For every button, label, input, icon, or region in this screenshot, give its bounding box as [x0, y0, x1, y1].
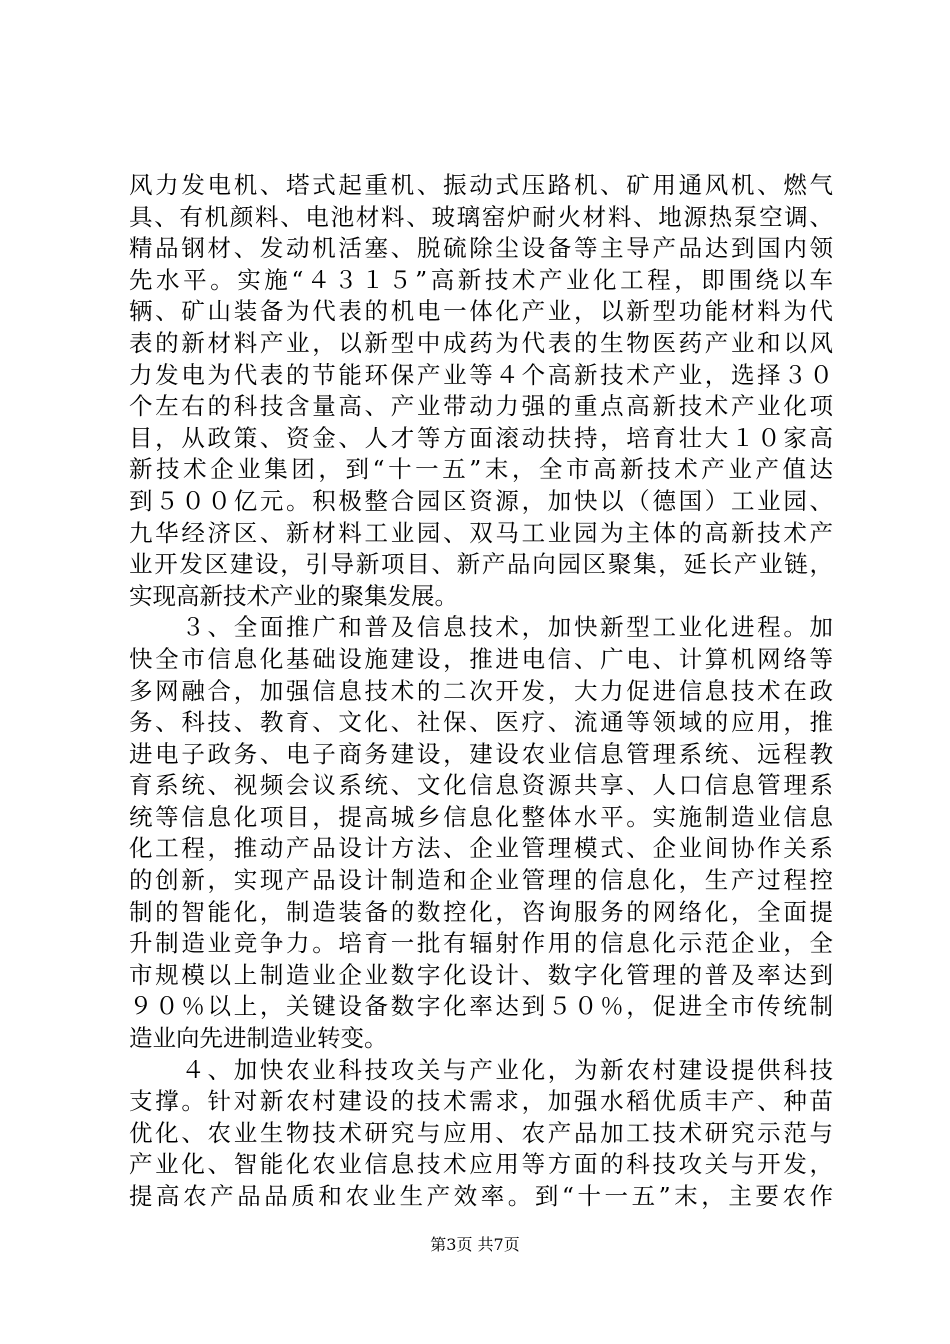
page-footer: 第3页 共7页 — [430, 1235, 520, 1254]
text-line: 优化、农业生物技术研究与应用、农产品加工技术研究示范与 — [129, 1118, 833, 1147]
body-text — [129, 170, 833, 1213]
text-line: 精品钢材、发动机活塞、脱硫除尘设备等主导产品达到国内领 — [129, 234, 833, 263]
text-line: 具、有机颜料、电池材料、玻璃窑炉耐火材料、地源热泵空调、 — [129, 202, 833, 231]
text-line: 辆、矿山装备为代表的机电一体化产业，以新型功能材料为代 — [129, 297, 833, 326]
text-line: 实现高新技术产业的聚集发展。 — [129, 581, 458, 610]
text-line: 产业化、智能化农业信息技术应用等方面的科技攻关与开发， — [129, 1150, 833, 1179]
text-line: 九华经济区、新材料工业园、双马工业园为主体的高新技术产 — [129, 518, 833, 547]
text-line: 个左右的科技含量高、产业带动力强的重点高新技术产业化项 — [129, 392, 833, 421]
text-line: 进电子政务、电子商务建设，建设农业信息管理系统、远程教 — [129, 739, 833, 768]
text-line: 表的新材料产业，以新型中成药为代表的生物医药产业和以风 — [129, 328, 833, 357]
text-line: 市规模以上制造业企业数字化设计、数字化管理的普及率达到 — [129, 960, 833, 989]
text-line: 造业向先进制造业转变。 — [129, 1024, 388, 1053]
text-line: 多网融合，加强信息技术的二次开发，大力促进信息技术在政 — [129, 676, 833, 705]
text-line: 务、科技、教育、文化、社保、医疗、流通等领域的应用，推 — [129, 708, 833, 737]
text-line: ４、加快农业科技攻关与产业化，为新农村建设提供科技 — [129, 1055, 833, 1084]
text-line: 业开发区建设，引导新项目、新产品向园区聚集，延长产业链， — [129, 550, 833, 579]
text-line: 化工程，推动产品设计方法、企业管理模式、企业间协作关系 — [129, 834, 833, 863]
text-line: 统等信息化项目，提高城乡信息化整体水平。实施制造业信息 — [129, 802, 833, 831]
text-line: 的创新，实现产品设计制造和企业管理的信息化，生产过程控 — [129, 866, 833, 895]
text-line: 提高农产品品质和农业生产效率。到“十一五”末，主要农作 — [129, 1182, 833, 1210]
text-line: 制的智能化，制造装备的数控化，咨询服务的网络化，全面提 — [129, 897, 833, 926]
text-line: 风力发电机、塔式起重机、振动式压路机、矿用通风机、燃气 — [129, 171, 833, 199]
text-line: 新技术企业集团，到“十一五”末，全市高新技术产业产值达 — [129, 455, 833, 484]
text-line: 快全市信息化基础设施建设，推进电信、广电、计算机网络等 — [129, 644, 833, 673]
text-line: ３、全面推广和普及信息技术，加快新型工业化进程。加 — [129, 613, 833, 642]
text-line: 目，从政策、资金、人才等方面滚动扶持，培育壮大１０家高 — [129, 423, 833, 452]
text-line: ９０％以上，关键设备数字化率达到５０％，促进全市传统制 — [129, 992, 833, 1021]
text-line: 支撑。针对新农村建设的技术需求，加强水稻优质丰产、种苗 — [129, 1087, 833, 1116]
text-line: 力发电为代表的节能环保产业等４个高新技术产业，选择３０ — [129, 360, 833, 389]
text-line: 到５００亿元。积极整合园区资源，加快以（德国）工业园、 — [129, 486, 833, 515]
text-line: 升制造业竞争力。培育一批有辐射作用的信息化示范企业，全 — [129, 929, 833, 958]
text-line: 先水平。实施“４３１５”高新技术产业化工程，即围绕以车 — [129, 265, 833, 294]
text-line: 育系统、视频会议系统、文化信息资源共享、人口信息管理系 — [129, 771, 833, 800]
